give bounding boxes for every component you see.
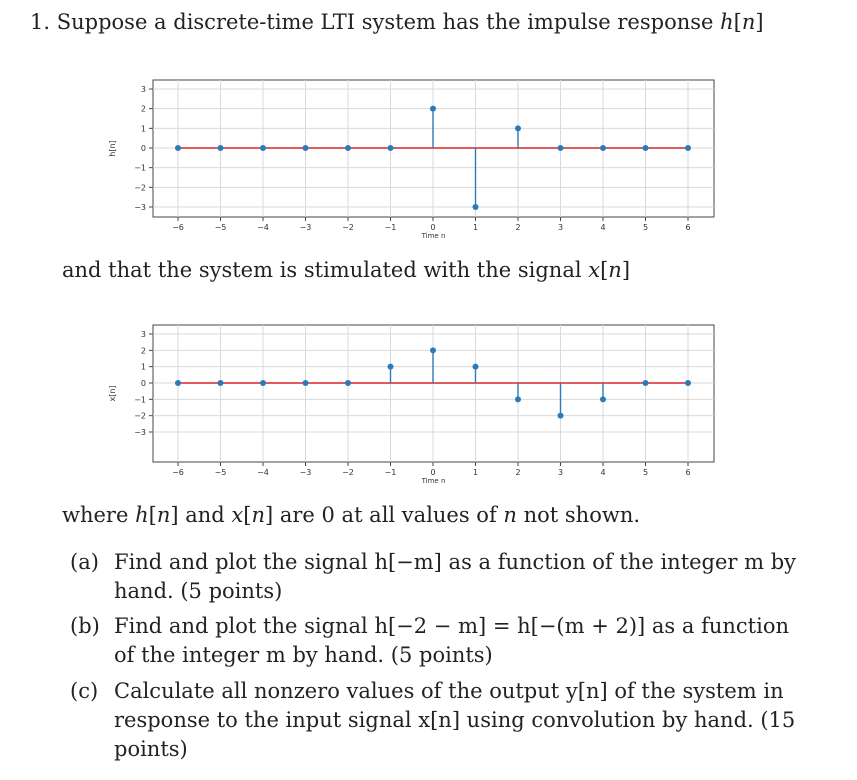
stem-marker bbox=[515, 396, 521, 402]
stem-marker bbox=[303, 380, 309, 386]
stem-marker bbox=[218, 380, 224, 386]
math-n: n bbox=[156, 503, 171, 527]
x-tick-label: 6 bbox=[685, 468, 691, 477]
x-tick-label: −1 bbox=[384, 223, 397, 232]
x-tick-label: −3 bbox=[299, 223, 312, 232]
x-tick-label: −2 bbox=[342, 468, 354, 477]
part-c-text: Calculate all nonzero values of the output y[n] of the system in response to the input signal x[n] using convolution by hand. (15 points) bbox=[114, 679, 796, 761]
x-tick-label: 6 bbox=[685, 223, 691, 232]
stem-marker bbox=[260, 380, 266, 386]
y-tick-label: 2 bbox=[140, 346, 146, 356]
math-x: x bbox=[588, 258, 601, 282]
stimulus-text: and that the system is stimulated with the signal bbox=[62, 258, 589, 282]
math-x: x bbox=[231, 503, 244, 527]
part-a-text: Find and plot the signal h[−m] as a function of the integer m by hand. (5 points) bbox=[114, 550, 797, 603]
stem-marker bbox=[345, 380, 351, 386]
y-tick-label: −2 bbox=[134, 183, 146, 193]
x-tick-label: 3 bbox=[557, 468, 564, 477]
y-tick-label: 0 bbox=[140, 379, 146, 388]
where-and: and bbox=[178, 503, 232, 527]
where-text: where bbox=[62, 503, 136, 527]
stem-marker bbox=[643, 380, 649, 386]
y-axis-label: h[n] bbox=[108, 140, 117, 157]
x-tick-label: 5 bbox=[642, 223, 649, 232]
stem-marker bbox=[558, 413, 564, 419]
stem-marker bbox=[388, 364, 394, 370]
math-n: n bbox=[251, 503, 265, 527]
y-tick-label: 2 bbox=[140, 104, 146, 114]
x-tick-label: −4 bbox=[257, 468, 269, 477]
x-tick-label: 2 bbox=[515, 468, 521, 477]
math-n: n bbox=[503, 503, 517, 527]
math-n: n bbox=[608, 258, 622, 282]
x-tick-label: 3 bbox=[557, 223, 564, 232]
x-tick-label: −1 bbox=[384, 468, 397, 477]
x-tick-label: −3 bbox=[299, 468, 312, 477]
y-tick-label: 1 bbox=[140, 124, 146, 134]
where-sentence: where h[n] and x[n] are 0 at all values of n not shown. bbox=[62, 503, 641, 527]
y-tick-label: 3 bbox=[140, 330, 146, 339]
x-tick-label: 1 bbox=[472, 223, 479, 232]
question-intro: Suppose a discrete-time LTI system has the impulse response bbox=[56, 10, 721, 34]
where-end: are 0 at all values of bbox=[273, 503, 504, 527]
stem-marker bbox=[685, 380, 691, 386]
question-number: 1. bbox=[30, 10, 51, 34]
y-tick-label: −1 bbox=[134, 163, 146, 173]
math-h: h bbox=[720, 10, 734, 34]
part-b-text: Find and plot the signal h[−2 − m] = h[−(m + 2)] as a function of the integer m by hand. (5 points) bbox=[114, 614, 789, 667]
stem-marker bbox=[430, 347, 436, 353]
x-tick-label: −5 bbox=[214, 223, 227, 232]
y-tick-label: 1 bbox=[140, 362, 146, 372]
x-tick-label: 2 bbox=[515, 223, 521, 232]
y-tick-label: 0 bbox=[140, 144, 146, 153]
x-tick-label: −6 bbox=[172, 223, 184, 232]
math-n: n bbox=[741, 10, 756, 34]
x-tick-label: 1 bbox=[472, 468, 479, 477]
x-tick-label: 5 bbox=[642, 468, 649, 477]
x-axis-label: Time n bbox=[421, 232, 446, 240]
math-h: h bbox=[135, 503, 149, 527]
x-tick-label: −4 bbox=[257, 223, 269, 232]
x-tick-label: 0 bbox=[430, 223, 436, 232]
y-axis-label: x[n] bbox=[108, 385, 117, 402]
x-tick-label: −5 bbox=[214, 468, 227, 477]
where-tail: not shown. bbox=[516, 503, 641, 527]
stem-marker bbox=[600, 396, 606, 402]
x-tick-label: −2 bbox=[342, 223, 354, 232]
x-tick-label: 4 bbox=[600, 468, 606, 477]
part-b-label: (b) bbox=[70, 614, 100, 638]
x-tick-label: −6 bbox=[172, 468, 184, 477]
y-tick-label: −3 bbox=[134, 203, 146, 212]
stem-marker bbox=[175, 380, 181, 386]
y-tick-label: −3 bbox=[134, 428, 146, 437]
stimulus-sentence: and that the system is stimulated with the signal x[n] bbox=[62, 258, 631, 282]
y-tick-label: 3 bbox=[140, 85, 146, 94]
x-tick-label: 4 bbox=[600, 223, 606, 232]
y-tick-label: −2 bbox=[134, 411, 146, 421]
x-tick-label: 0 bbox=[430, 468, 436, 477]
stem-marker bbox=[473, 364, 479, 370]
y-tick-label: −1 bbox=[134, 395, 146, 405]
question-heading: 1. Suppose a discrete-time LTI system has the impulse response h[n] bbox=[30, 10, 764, 34]
part-a-label: (a) bbox=[70, 550, 99, 574]
part-c-label: (c) bbox=[70, 679, 99, 703]
x-axis-label: Time n bbox=[421, 477, 446, 485]
